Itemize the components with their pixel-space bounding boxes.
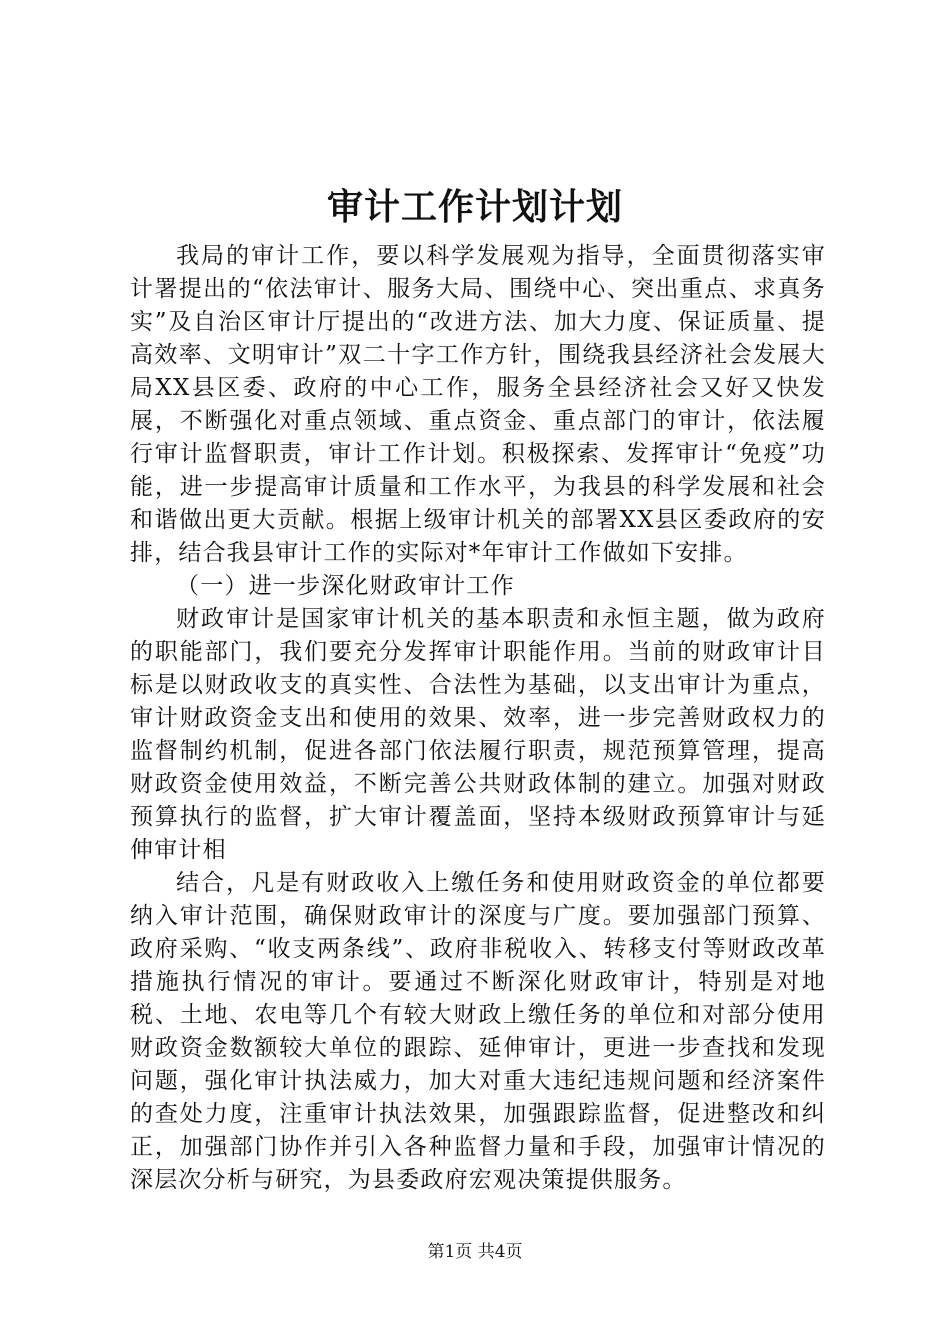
section-heading: （一）进一步深化财政审计工作 [176, 573, 515, 599]
page-number-footer: 第1页 共4页 [427, 1242, 523, 1262]
paragraph-finance-audit-continued: 结合，凡是有财政收入上缴任务和使用财政资金的单位都要纳入审计范围，确保财政审计的深度与广度。要加强部门预算、政府采购、“收支两条线”、政府非税收入、转移支付等财政改革措施执行情况的审计。要通过不断深化财政审计，特别是对地税、土地、农电等几个有较大财政上缴任务的单位和对部分使用财政资金数额较大单位的跟踪、延伸审计，更进一步查找和发现问题，强化审计执法威力，加大对重大违纪违规问题和经济案件的查处力度，注重审计执法效果，加强跟踪监督，促进整改和纠正，加强部门协作并引入各种监督力量和手段，加强审计情况的深层次分析与研究，为县委政府宏观决策提供服务。 [130, 870, 826, 1193]
paragraph-finance-audit: 财政审计是国家审计机关的基本职责和永恒主题，做为政府的职能部门，我们要充分发挥审计职能作用。当前的财政审计目标是以财政收支的真实性、合法性为基础，以支出审计为重点，审计财政资金支出和使用的效果、效率，进一步完善财政权力的监督制约机制，促进各部门依法履行职责，规范预算管理，提高财政资金使用效益，不断完善公共财政体制的建立。加强对财政预算执行的监督，扩大审计覆盖面，坚持本级财政预算审计与延伸审计相 [130, 606, 826, 863]
document-title: 审计工作计划计划 [326, 187, 623, 228]
document-body [130, 240, 826, 1197]
paragraph-intro: 我局的审计工作，要以科学发展观为指导，全面贯彻落实审计署提出的“依法审计、服务大局、围绕中心、突出重点、求真务实”及自治区审计厅提出的“改进方法、加大力度、保证质量、提高效率、文明审计”双二十字工作方针，围绕我县经济社会发展大局XX县区委、政府的中心工作，服务全县经济社会又好又快发展，不断强化对重点领域、重点资金、重点部门的审计，依法履行审计监督职责，审计工作计划。积极探索、发挥审计“免疫”功能，进一步提高审计质量和工作水平，为我县的科学发展和社会和谐做出更大贡献。根据上级审计机关的部署XX县区委政府的安排，结合我县审计工作的实际对*年审计工作做如下安排。 [130, 243, 826, 566]
